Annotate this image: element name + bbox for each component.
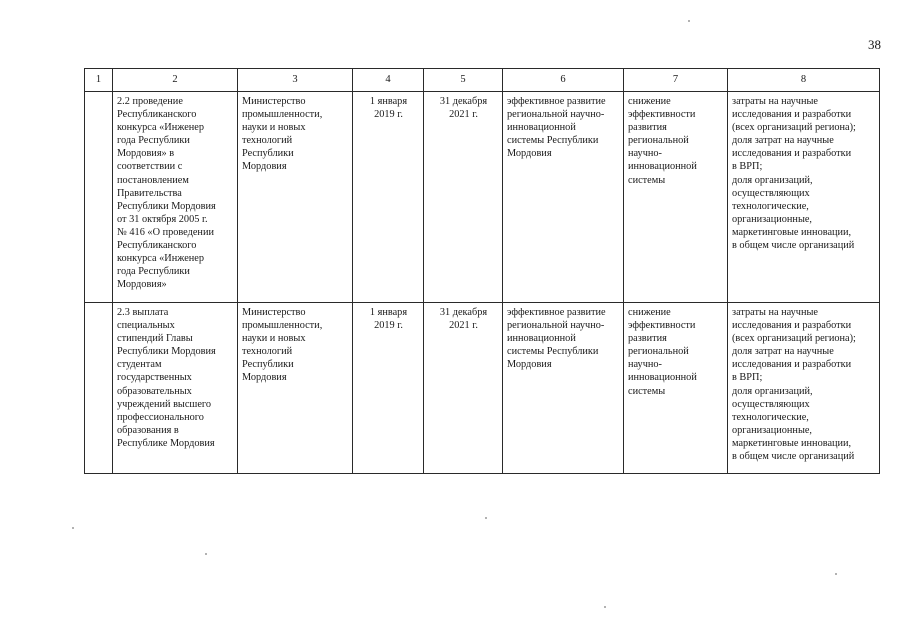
- table-header-row: [85, 69, 880, 92]
- scan-speck: [205, 553, 207, 555]
- start-date-cell: 1 января 2019 г.: [353, 303, 424, 474]
- row-number-cell: [85, 92, 113, 303]
- column-header: 1: [85, 69, 113, 92]
- executor-cell: Министерство промышленности, науки и новых технологий Республики Мордовия: [238, 303, 353, 474]
- scan-speck: [485, 517, 487, 519]
- expected-result-cell: эффективное развитие региональной научно- инновационной системы Республики Мордовия: [503, 303, 624, 474]
- consequences-cell: снижение эффективности развития региональной научно- инновационной системы: [624, 92, 728, 303]
- column-header: 4: [353, 69, 424, 92]
- row-number-cell: [85, 303, 113, 474]
- indicators-cell: затраты на научные исследования и разработки (всех организаций региона); доля затрат на научные исследования и разработки в ВРП; доля организаций, осуществляющих технологические, организационные, маркетинговые инновации, в общем числе организаций: [728, 92, 880, 303]
- start-date-cell: 1 января 2019 г.: [353, 92, 424, 303]
- activity-cell: 2.2 проведение Республиканского конкурса «Инженер года Республики Мордовия» в соответствии с постановлением Правительства Республики Мордовия от 31 октября 2005 г. № 416 «О проведении Республиканского конкурса «Инженер года Республики Мордовия»: [113, 92, 238, 303]
- scan-speck: [688, 20, 690, 22]
- scan-speck: [72, 527, 74, 529]
- consequences-cell: снижение эффективности развития региональной научно- инновационной системы: [624, 303, 728, 474]
- table-row: [85, 303, 880, 474]
- executor-cell: Министерство промышленности, науки и новых технологий Республики Мордовия: [238, 92, 353, 303]
- column-header: 7: [624, 69, 728, 92]
- table-row: [85, 92, 880, 303]
- column-header: 5: [424, 69, 503, 92]
- activity-cell: 2.3 выплата специальных стипендий Главы Республики Мордовия студентам государственных образовательных учреждений высшего профессионального образования в Республике Мордовия: [113, 303, 238, 474]
- end-date-cell: 31 декабря 2021 г.: [424, 303, 503, 474]
- scan-speck: [604, 606, 606, 608]
- indicators-cell: затраты на научные исследования и разработки (всех организаций региона); доля затрат на научные исследования и разработки в ВРП; доля организаций, осуществляющих технологические, организационные, маркетинговые инновации, в общем числе организаций: [728, 303, 880, 474]
- expected-result-cell: эффективное развитие региональной научно- инновационной системы Республики Мордовия: [503, 92, 624, 303]
- column-header: 6: [503, 69, 624, 92]
- program-table: [84, 68, 880, 474]
- column-header: 2: [113, 69, 238, 92]
- page-number: 38: [868, 37, 881, 52]
- scan-speck: [835, 573, 837, 575]
- end-date-cell: 31 декабря 2021 г.: [424, 92, 503, 303]
- column-header: 8: [728, 69, 880, 92]
- column-header: 3: [238, 69, 353, 92]
